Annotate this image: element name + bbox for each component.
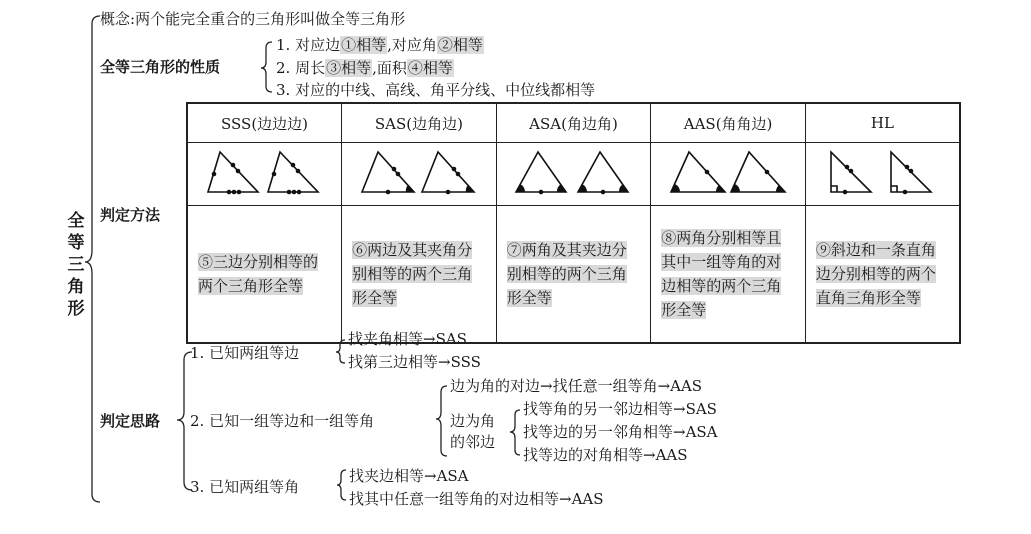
header-sas: SAS(边角边) [342,103,497,143]
aas-triangles-icon [663,144,793,200]
answer-3: ③相等 [326,59,372,77]
methods-table [186,102,961,344]
case-3-label: 3. 已知两组等角 [190,478,300,496]
header-aas: AAS(角角边) [651,103,806,143]
methods-label: 判定方法 [100,206,161,224]
properties-label: 全等三角形的性质 [100,58,221,76]
c2-sub-brace [510,410,520,455]
property-2-pre: 2. 周长 [276,59,326,77]
root-char-4: 角 [67,277,85,297]
answer-9: ⑨斜边和一条直角边分别相等的两个直角三角形全等 [815,241,936,307]
property-2-mid: ,面积 [372,59,407,77]
root-char-1: 全 [67,211,85,231]
answer-5-cell [187,206,342,344]
hl-triangles-icon [817,144,947,200]
figure-asa [496,143,651,206]
case-3-item-2: 找其中任意一组等角的对边相等→AAS [349,490,604,508]
figure-sas [342,143,497,206]
root-char-2: 等 [67,233,85,253]
answer-2: ②相等 [437,36,483,54]
root-label [66,210,86,320]
answer-8-cell [651,206,806,344]
sas-triangles-icon [354,144,484,200]
answer-8: ⑧两角分别相等且其中一组等角的对边相等的两个三角形全等 [661,229,782,319]
answer-9-cell [805,206,960,344]
c3-brace [337,470,346,500]
property-1-mid: ,对应角 [387,36,437,54]
answer-4: ④相等 [407,59,453,77]
case-2-sub-item-3: 找等边的对角相等→AAS [523,446,688,464]
case-2-sub-item-2: 找等边的另一邻角相等→ASA [523,423,718,441]
sss-triangles-icon [200,144,330,200]
asa-triangles-icon [508,144,638,200]
figure-sss [187,143,342,206]
figure-aas [651,143,806,206]
main-brace [85,16,100,502]
answer-7-cell [496,206,651,344]
case-2-sub-label-1: 边为角 [450,412,496,430]
header-sss: SSS(边边边) [187,103,342,143]
answer-1: ①相等 [341,36,387,54]
properties-brace [261,42,272,92]
case-1-label: 1. 已知两组等边 [190,344,300,362]
property-2 [276,58,454,78]
case-2-label: 2. 已知一组等边和一组等角 [190,412,375,430]
concept-label: 概念: [100,10,136,28]
header-hl: HL [805,103,960,143]
property-3: 3. 对应的中线、高线、角平分线、中位线都相等 [276,81,596,99]
thinking-label: 判定思路 [100,412,161,430]
property-1 [276,35,484,55]
concept-text: 两个能完全重合的三角形叫做全等三角形 [135,10,406,28]
root-char-5: 形 [67,299,85,319]
case-1-item-2: 找第三边相等→SSS [348,353,481,371]
c2-brace [436,386,447,456]
answer-7: ⑦两角及其夹边分别相等的两个三角形全等 [506,241,627,307]
property-1-pre: 1. 对应边 [276,36,341,54]
answer-5: ⑤三边分别相等的两个三角形全等 [198,253,319,295]
case-2-opposite: 边为角的对边→找任意一组等角→AAS [450,377,703,395]
case-2-sub-item-1: 找等角的另一邻边相等→SAS [523,400,717,418]
answer-6: ⑥两边及其夹角分别相等的两个三角形全等 [352,241,473,307]
header-asa: ASA(角边角) [496,103,651,143]
figure-hl [805,143,960,206]
case-3-item-1: 找夹边相等→ASA [349,467,469,485]
case-1-item-1: 找夹角相等→SAS [348,330,467,348]
methods-figure-row [187,143,960,206]
case-2-sub-label-2: 的邻边 [450,433,496,451]
methods-answer-row [187,206,960,344]
answer-6-cell [342,206,497,344]
concept-row [100,9,405,29]
methods-header-row [187,103,960,143]
root-char-3: 三 [67,255,85,275]
